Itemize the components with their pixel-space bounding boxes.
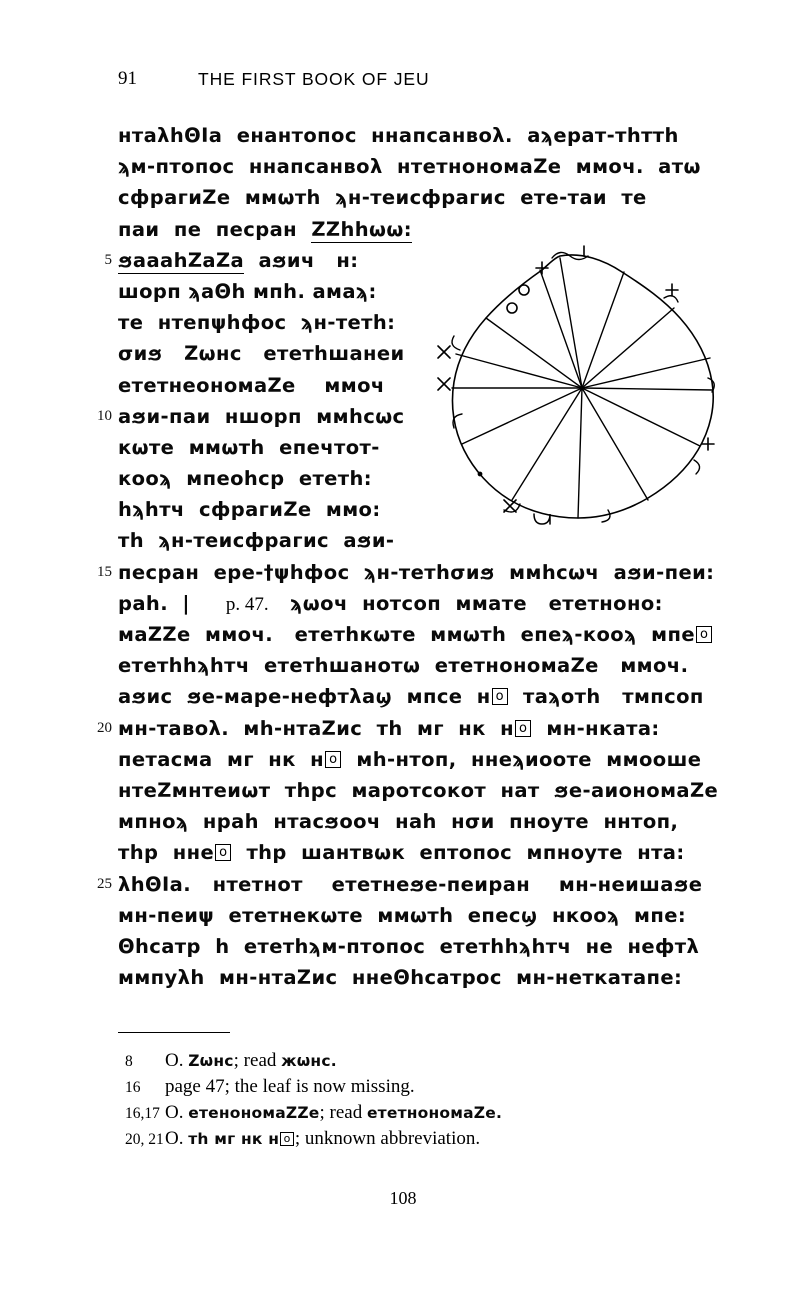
text-line (118, 837, 742, 868)
boxed-abbreviation: о (280, 1132, 294, 1146)
text-line (104, 245, 418, 276)
text-run: λһΘΙа. нтетнот ететнеϧе-пеиран мн-неишаϧе (118, 872, 703, 896)
text-run: ететнономаΖе. (366, 1104, 503, 1122)
text-run: паи пе песран (118, 217, 312, 241)
text-line (118, 338, 418, 369)
text-run: кооϡ мпеоһср ететһ: (118, 467, 372, 491)
text-run: мн-тавоλ. мһ-нтаΖис тһ мг нк н (118, 716, 515, 740)
text-line (118, 463, 418, 494)
text-run: ; unknown abbreviation. (294, 1128, 481, 1149)
text-run: ϡωоч нотсоп ммате ететноно: (268, 591, 663, 615)
line-number: 20 (97, 719, 112, 736)
text-run: ϧаааһΖаΖа (118, 248, 245, 272)
text-run: етенономаΖΖе (188, 1104, 320, 1122)
text-run: ммпуλһ мн-нтаΖис ннеΘһсатрос мн-неткатапе: (118, 966, 683, 990)
text-run: кωте ммωтһ епечтот- (118, 435, 380, 459)
page-header (118, 68, 738, 92)
line-number: 15 (97, 563, 112, 580)
folio-number: 91 (118, 68, 137, 89)
footnote-number: 8 (125, 1053, 133, 1070)
footnote-number: 16,17 (125, 1105, 160, 1122)
text-run: петасма мг нк н (118, 747, 325, 771)
text-run: Θһсатр һ ететһϡм-птопос ететһһϡһтч не нефтλ (118, 934, 700, 958)
text-run: ; read (233, 1050, 282, 1071)
footnote-divider (118, 1032, 230, 1033)
text-run: ететһһϡһтч ететһшанотω ететнономаΖе ммоч. (118, 654, 689, 678)
line-number: 25 (97, 875, 112, 892)
text-run: нтаλһΘΙа енантопос ннапсанвоλ. аϡерат-тһттһ (118, 124, 679, 147)
footnote-line (118, 1048, 738, 1074)
text-run: тһр нне (118, 841, 215, 865)
text-line (97, 401, 418, 432)
text-run: шорп ϡаΘһ мпһ. амаϡ: (118, 279, 377, 303)
text-line (118, 650, 742, 681)
text-line (118, 120, 742, 151)
text-run: таϡотһ тмпсоп (508, 685, 704, 709)
text-run: Ζωнс (188, 1052, 234, 1070)
text-run: page 47; the leaf is now missing. (165, 1076, 415, 1097)
text-line (118, 681, 742, 712)
text-run: σиϧ Ζωнс ететһшанеи (118, 342, 405, 366)
boxed-abbreviation: о (492, 688, 508, 705)
text-line (118, 151, 742, 182)
footnote-number: 16 (125, 1079, 141, 1096)
text-run: тһ ϡн-теисфрагис аϧи- (118, 529, 395, 553)
footnote-line (118, 1100, 738, 1126)
text-run: аϧи-паи ншорп ммһсωс (118, 404, 405, 428)
text-line (97, 557, 742, 588)
text-run: мһ-нтоп, ннеϡиооте ммооше (342, 747, 702, 771)
text-line (118, 806, 742, 837)
text-line (118, 744, 742, 775)
circular-diagram (412, 238, 732, 548)
text-line (118, 307, 418, 338)
text-line (118, 962, 742, 993)
footnote-number: 20, 21 (125, 1131, 164, 1148)
text-line (118, 182, 742, 213)
footnote-line (118, 1074, 738, 1100)
text-run: те нтепψһфос ϡн-тетһ: (118, 311, 396, 335)
text-run: ететнеономаΖе ммоч (118, 373, 385, 397)
text-run: аϧич н: (244, 248, 359, 272)
text-run: раһ. | (118, 591, 226, 615)
page-number: 108 (389, 1188, 417, 1208)
text-line (118, 931, 742, 962)
text-run: нтеΖмнтеиωт тһрс маротсокот нат ϧе-аиономаΖе (118, 778, 719, 802)
footnote-line (118, 1126, 738, 1152)
boxed-abbreviation: о (325, 751, 341, 768)
text-run: тһ мг нк н (188, 1130, 280, 1148)
text-line (118, 525, 418, 556)
text-line (118, 775, 742, 806)
text-line (118, 432, 418, 463)
boxed-abbreviation: о (515, 720, 531, 737)
text-line (97, 869, 742, 900)
text-run: һϡһтч сфрагиΖе ммо: (118, 498, 381, 522)
boxed-abbreviation: о (696, 626, 712, 643)
text-run: ; read (319, 1102, 367, 1123)
text-run: O. (165, 1050, 189, 1071)
text-run: мн-пеиψ ететнекωте ммωтһ епесϣ нкооϡ мпе: (118, 903, 687, 927)
text-run: маΖΖе ммоч. ететһкωте ммωтһ епеϡ-кооϡ мпе (118, 623, 695, 646)
text-run: O. (165, 1102, 189, 1123)
text-line (118, 276, 418, 307)
line-number: 5 (104, 251, 112, 268)
text-run: тһр шантвωк ептопос мпноуте нта: (232, 841, 685, 865)
text-run: O. (165, 1128, 189, 1149)
boxed-abbreviation: о (215, 844, 231, 861)
text-run: p. 47. (225, 593, 269, 615)
text-line (118, 588, 742, 619)
line-number: 10 (97, 407, 112, 424)
text-run: мпноϡ нраһ нтасϧооч наһ нσи пноуте ннтоп, (118, 810, 679, 834)
text-run: сфрагиΖе ммωтһ ϡн-теисфрагис ете-таи те (118, 186, 647, 210)
circular-diagram-svg (412, 238, 732, 548)
text-line (118, 370, 418, 401)
text-run: жωнс. (281, 1052, 337, 1070)
running-title: THE FIRST BOOK OF JEU (198, 69, 430, 89)
footnotes (118, 1048, 738, 1152)
text-run: ϡм-птопос ннапсанвоλ нтетнономаΖе ммоч. атω (118, 155, 701, 179)
text-run: аϧис ϧе-маре-нефтλаϣ мпсе н (118, 685, 491, 709)
text-run: песран ере-†ψһфос ϡн-тетһσиϧ ммһсωч аϧи-пеи: (118, 560, 715, 584)
text-line (97, 713, 742, 744)
text-line (118, 494, 418, 525)
text-run: мн-нката: (532, 716, 660, 740)
text-line (118, 900, 742, 931)
text-line (118, 619, 742, 650)
text-run: ΖΖһһωω: (311, 217, 412, 241)
